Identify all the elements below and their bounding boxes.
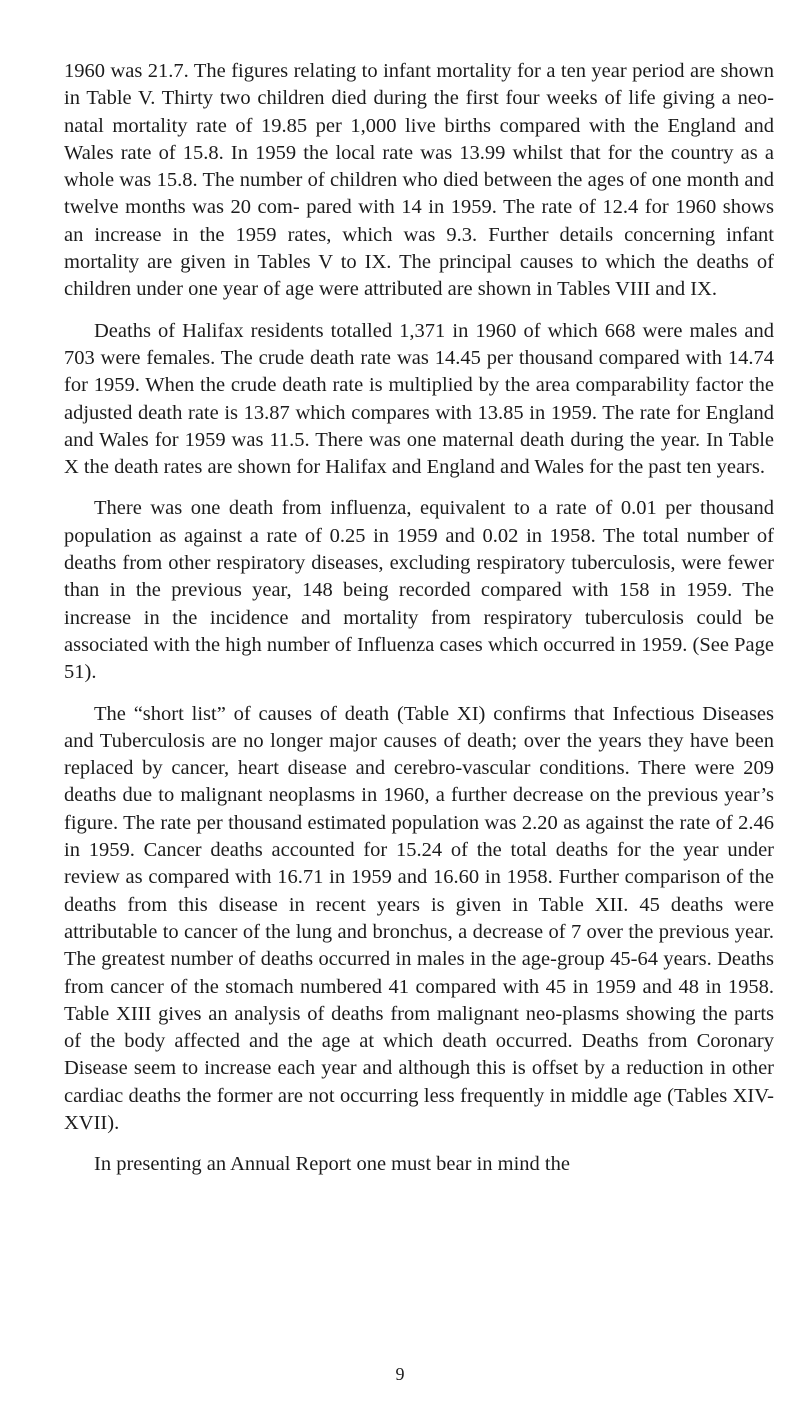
body-text [64,58,774,1193]
paragraph-deaths-total: Deaths of Halifax residents totalled 1,371 in 1960 of which 668 were males and 703 were females. The crude death rate was 14.45 per thousand compared with 14.74 for 1959. When the crude death rate is multiplied by the area comparability factor the adjusted death rate is 13.87 which compares with 13.85 in 1959. The rate for England and Wales for 1959 was 11.5. There was one maternal death during the year. In Table X the death rates are shown for Halifax and England and Wales for the past ten years. [64,319,774,479]
paragraph-infant-mortality: 1960 was 21.7. The figures relating to infant mortality for a ten year period are shown in Table V. Thirty two children died during the first four weeks of life giving a neo-natal mortality rate of 19.85 per 1,000 live births compared with the England and Wales rate of 15.8. In 1959 the local rate was 13.99 whilst that for the country as a whole was 15.8. The number of children who died between the ages of one month and twelve months was 20 com- pared with 14 in 1959. The rate of 12.4 for 1960 shows an increase in the 1959 rates, which was 9.3. Further details concerning infant mortality are given in Tables V to IX. The principal causes to which the deaths of children under one year of age were attributed are shown in Tables VIII and IX. [64,60,774,301]
paragraph-causes-of-death: The “short list” of causes of death (Table XI) confirms that Infectious Diseases and Tuberculosis are no longer major causes of death; over the years they have been replaced by cancer, heart disease and cerebro-vascular conditions. There were 209 deaths due to malignant neoplasms in 1960, a further decrease on the previous year’s figure. The rate per thousand estimated population was 2.20 as against the rate of 2.46 in 1959. Cancer deaths accounted for 15.24 of the total deaths for the year under review as compared with 16.71 in 1959 and 16.60 in 1958. Further comparison of the deaths from this disease in recent years is given in Table XII. 45 deaths were attributable to cancer of the lung and bronchus, a decrease of 7 over the previous year. The greatest number of deaths occurred in males in the age-group 45-64 years. Deaths from cancer of the stomach numbered 41 compared with 45 in 1959 and 48 in 1958. Table XIII gives an analysis of deaths from malignant neo-plasms showing the parts of the body affected and the age at which death occurred. Deaths from Coronary Disease seem to increase each year and although this is offset by a reduction in other cardiac deaths the former are not occurring less frequently in middle age (Tables XIV-XVII). [64,702,774,1134]
paragraph-influenza: There was one death from influenza, equivalent to a rate of 0.01 per thousand population as against a rate of 0.25 in 1959 and 0.02 in 1958. The total number of deaths from other respiratory diseases, excluding respiratory tuberculosis, were fewer than in the previous year, 148 being recorded compared with 158 in 1959. The increase in the incidence and mortality from respiratory tuberculosis could be associated with the high number of Influenza cases which occurred in 1959. (See Page 51). [64,497,774,684]
paragraph-annual-report: In presenting an Annual Report one must bear in mind the [94,1153,570,1176]
page-number: 9 [395,1364,405,1384]
